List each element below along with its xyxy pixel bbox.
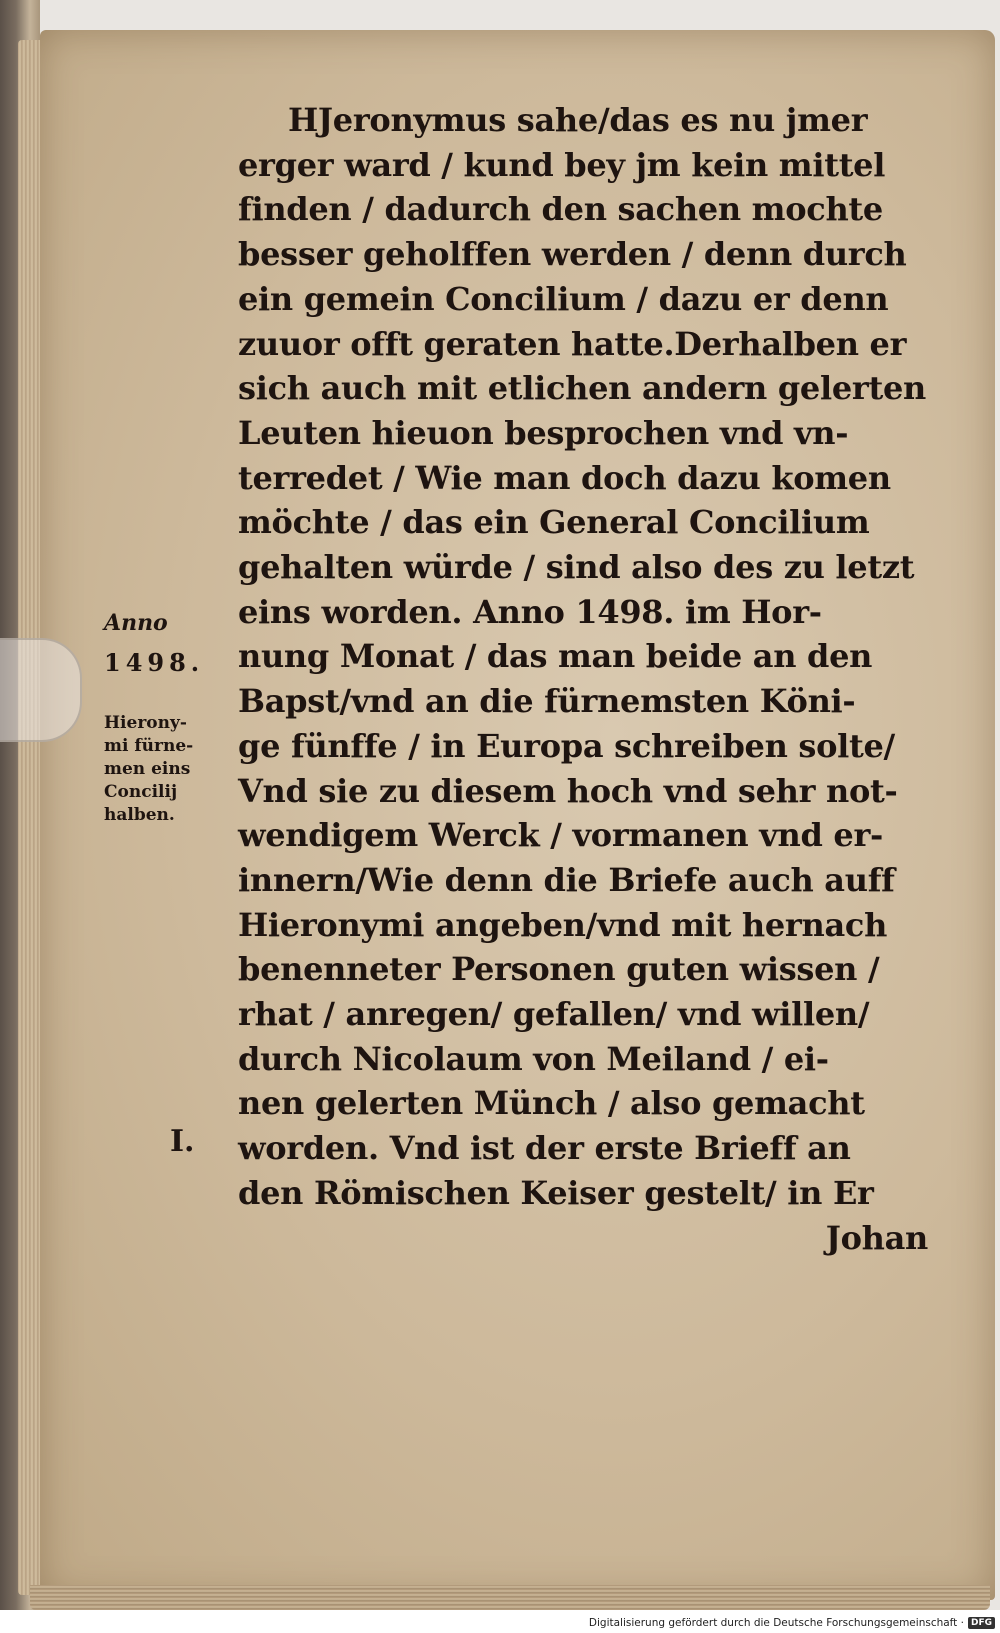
margin-gloss-line: halben. [104, 805, 175, 825]
text-line: durch Nicolaum von Meiland / ei- [238, 1039, 829, 1078]
text-line: Vnd sie zu diesem hoch vnd sehr not- [238, 771, 898, 810]
margin-gloss [104, 712, 229, 827]
margin-gloss-line: Concilij [104, 782, 178, 802]
text-line: möchte / das ein General Concilium [238, 503, 870, 542]
text-line: den Römischen Keiser gestelt/ in Er [238, 1173, 874, 1212]
text-line: Bapst/vnd an die fürnemsten Köni- [238, 682, 856, 721]
margin-gloss-line: mi fürne- [104, 736, 194, 756]
margin-mark: I. [170, 1124, 195, 1159]
text-line: wendigem Werck / vormanen vnd er- [238, 816, 884, 855]
digitization-footer [580, 1613, 995, 1633]
footer-credit: Digitalisierung gefördert durch die Deutsche Forschungsgemeinschaft · [588, 1617, 964, 1629]
dfg-logo: DFG [968, 1617, 995, 1629]
text-line: besser geholffen werden / denn durch [238, 235, 907, 274]
text-line: nen gelerten Münch / also gemacht [238, 1084, 865, 1123]
margin-year: 1498. [104, 648, 205, 677]
text-line: erger ward / kund bey jm kein mittel [238, 145, 886, 184]
text-line: eins worden. Anno 1498. im Hor- [238, 592, 822, 631]
text-line: worden. Vnd ist der erste Brieff an [238, 1129, 851, 1168]
page-bottom-edge [30, 1585, 990, 1610]
text-line: nung Monat / das man beide an den [238, 637, 873, 676]
text-line: finden / dadurch den sachen mochte [238, 190, 883, 229]
text-line: zuuor offt geraten hatte.Derhalben er [238, 324, 907, 363]
text-line: gehalten würde / sind also des zu letzt [238, 548, 915, 587]
text-line: benenneter Personen guten wissen / [238, 950, 880, 989]
catchword: Johan [825, 1218, 928, 1257]
text-line: ein gemein Concilium / dazu er denn [238, 279, 889, 318]
text-line: HJeronymus sahe/das es nu jmer [288, 101, 868, 139]
margin-anno: Anno [104, 610, 168, 636]
margin-gloss-line: men eins [104, 759, 191, 779]
text-line: rhat / anregen/ gefallen/ vnd willen/ [238, 995, 870, 1034]
text-line: terredet / Wie man doch dazu komen [238, 458, 891, 497]
text-line: innern/Wie denn die Briefe auch auff [238, 860, 895, 899]
text-line: Leuten hieuon besprochen vnd vn- [238, 413, 849, 452]
text-line: sich auch mit etlichen andern gelerten [238, 369, 926, 408]
text-line: ge fünffe / in Europa schreiben solte/ [238, 726, 895, 765]
page-clip-tab [0, 638, 82, 742]
main-text [238, 98, 928, 1260]
text-line: Hieronymi angeben/vnd mit hernach [238, 905, 888, 944]
margin-gloss-line: Hierony- [104, 713, 187, 733]
